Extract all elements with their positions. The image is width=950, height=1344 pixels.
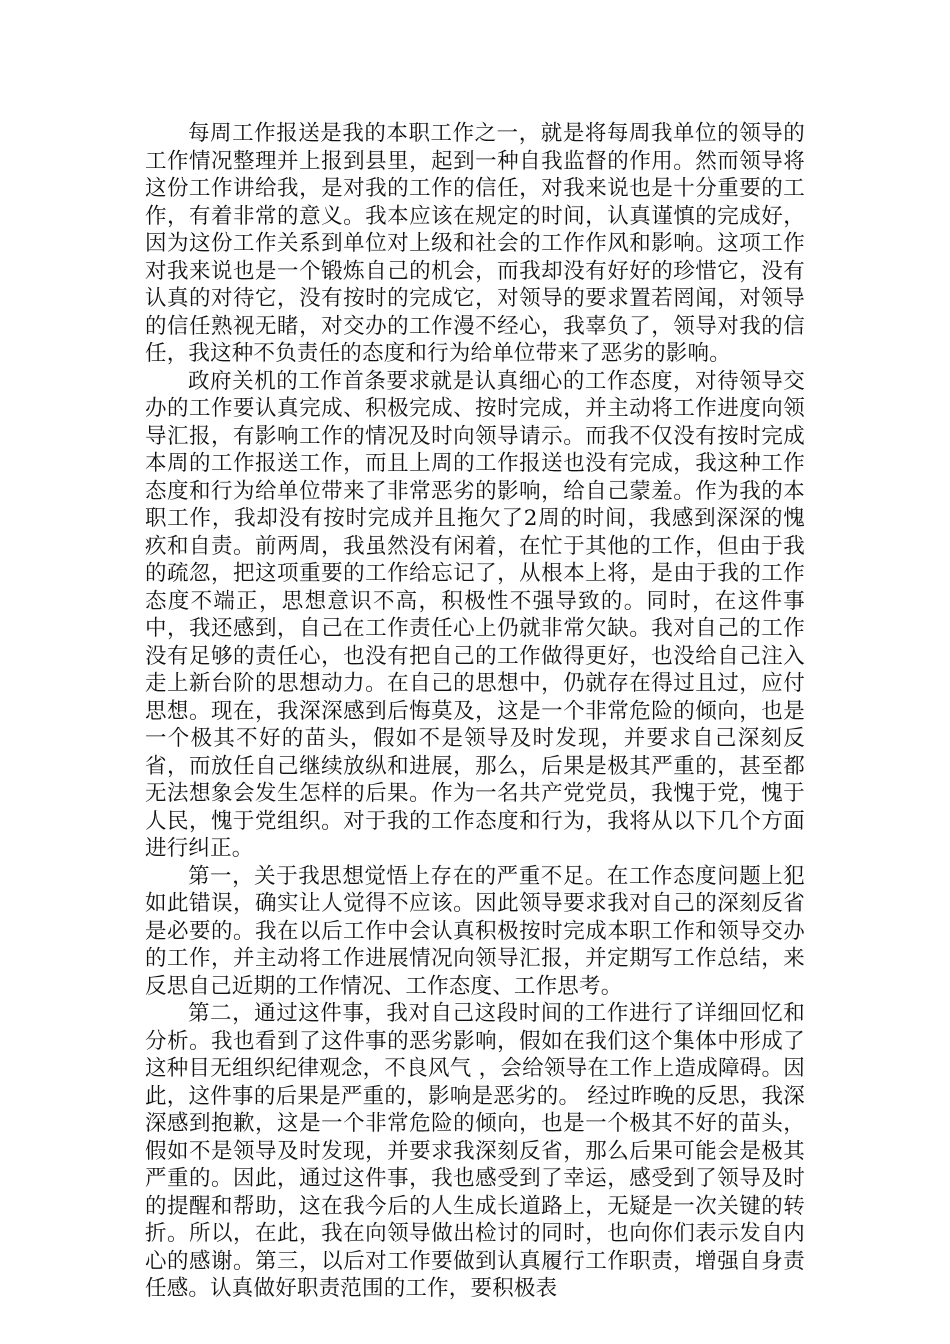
paragraph-2: 政府关机的工作首条要求就是认真细心的工作态度，对待领导交办的工作要认真完成、积极完成、按时完成，并主动将工作进度向领导汇报，有影响工作的情况及时向领导请示。而我不仅没有按时完成本周的工作报送工作，而且上周的工作报送也没有完成，我这种工作态度和行为给单位带来了非常恶劣的影响，给自己蒙羞。作为我的本职工作，我却没有按时完成并且拖欠了2周的时间，我感到深深的愧疚和自责。前两周，我虽然没有闲着，在忙于其他的工作，但由于我的疏忽，把这项重要的工作给忘记了，从根本上将，是由于我的工作态度不端正，思想意识不高，积极性不强导致的。同时，在这件事中，我还感到，自己在工作责任心上仍就非常欠缺。我对自己的工作没有足够的责任心，也没有把自己的工作做得更好，也没给自己注入走上新台阶的思想动力。在自己的思想中，仍就存在得过且过，应付思想。现在，我深深感到后悔莫及，这是一个非常危险的倾向，也是一个极其不好的苗头，假如不是领导及时发现，并要求自己深刻反省，而放任自己继续放纵和进展，那么，后果是极其严重的，甚至都无法想象会发生怎样的后果。作为一名共产党党员，我愧于党，愧于人民，愧于党组织。对于我的工作态度和行为，我将从以下几个方面进行纠正。 (145, 368, 805, 861)
document-page (145, 120, 805, 1303)
paragraph-3: 第一，关于我思想觉悟上存在的严重不足。在工作态度问题上犯如此错误，确实让人觉得不应该。因此领导要求我对自己的深刻反省是必要的。我在以后工作中会认真积极按时完成本职工作和领导交办的工作，并主动将工作进展情况向领导汇报，并定期写工作总结，来反思自己近期的工作情况、工作态度、工作思考。 (145, 863, 805, 999)
paragraph-1: 每周工作报送是我的本职工作之一，就是将每周我单位的领导的工作情况整理并上报到县里，起到一种自我监督的作用。然而领导将这份工作讲给我，是对我的工作的信任，对我来说也是十分重要的工作，有着非常的意义。我本应该在规定的时间，认真谨慎的完成好，因为这份工作关系到单位对上级和社会的工作作风和影响。这项工作对我来说也是一个锻炼自己的机会，而我却没有好好的珍惜它，没有认真的对待它，没有按时的完成它，对领导的要求置若罔闻，对领导的信任熟视无睹，对交办的工作漫不经心，我辜负了，领导对我的信任，我这种不负责任的态度和行为给单位带来了恶劣的影响。 (145, 121, 805, 366)
paragraph-4: 第二，通过这件事，我对自己这段时间的工作进行了详细回忆和分析。我也看到了这件事的恶劣影响，假如在我们这个集体中形成了这种目无组织纪律观念，不良风气 ，会给领导在工作上造成障碍。因此，这件事的后果是严重的，影响是恶劣的。 经过昨晚的反思，我深深感到抱歉，这是一个非常危险的倾向，也是一个极其不好的苗头，假如不是领导及时发现，并要求我深刻反省，那么后果可能会是极其严重的。因此，通过这件事，我也感受到了幸运，感受到了领导及时的提醒和帮助，这在我今后的人生成长道路上，无疑是一次关键的转折。所以，在此，我在向领导做出检讨的同时，也向你们表示发自内心的感谢。第三，以后对工作要做到认真履行工作职责，增强自身责任感。认真做好职责范围的工作，要积极表 (145, 1001, 805, 1301)
